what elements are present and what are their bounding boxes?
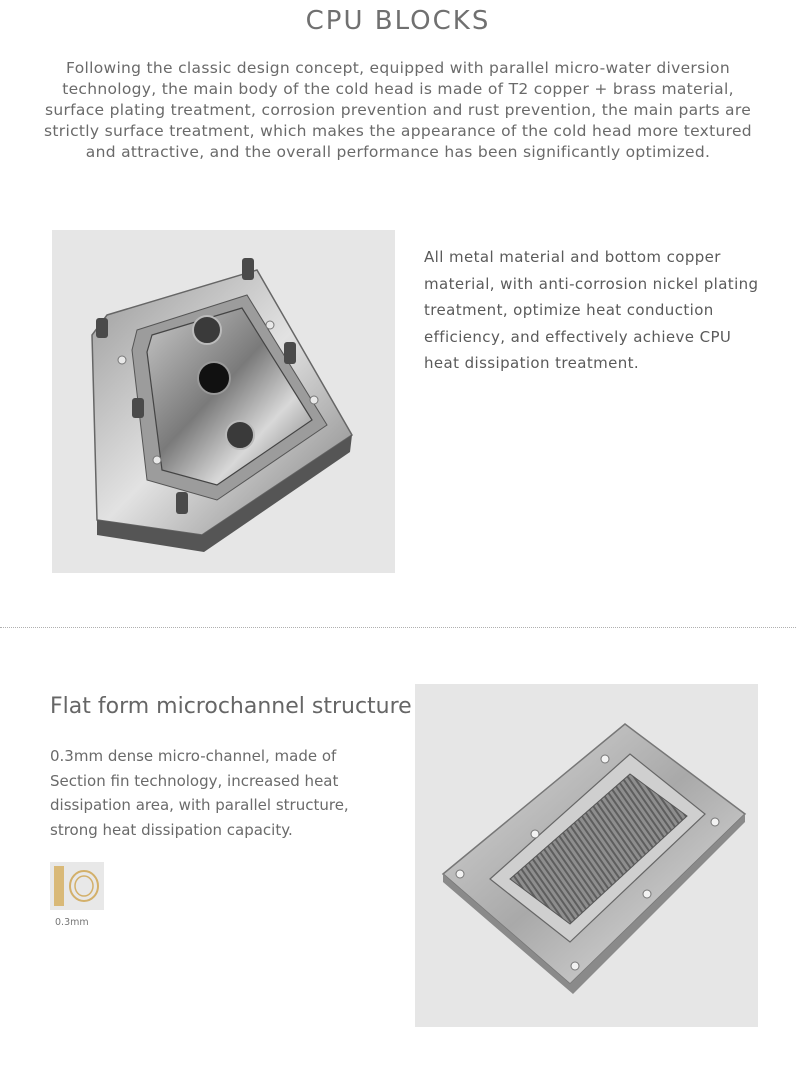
section1-description: All metal material and bottom copper material, with anti-corrosion nickel plating treatment, optimize heat conduction efficiency, and effectively achieve CPU heat dissipation treatment. xyxy=(424,248,759,372)
section2-heading: Flat form microchannel structure xyxy=(50,694,412,719)
microchannel-plate-illustration xyxy=(415,684,758,1027)
microchannel-plate-image xyxy=(415,684,758,1027)
page-title: CPU BLOCKS xyxy=(305,6,491,36)
section-divider xyxy=(0,627,796,628)
cpu-block-image xyxy=(52,230,395,573)
section2-description: 0.3mm dense micro-channel, made of Section fin technology, increased heat dissipation area, with parallel structure, strong heat dissipation capacity. xyxy=(50,747,349,839)
intro-paragraph: Following the classic design concept, equipped with parallel micro-water diversion technology, the main body of the cold head is made of T2 copper + brass material, surface plating treatment, corrosion prevention and rust prevention, the main parts are strictly surface treatment, which makes the appearance of the cold head more textured and attractive, and the overall performance has been significantly optimized. xyxy=(44,59,752,161)
thumbnail-caption: 0.3mm xyxy=(55,917,89,928)
cpu-block-illustration xyxy=(52,230,395,573)
microchannel-thumbnail xyxy=(50,862,104,910)
